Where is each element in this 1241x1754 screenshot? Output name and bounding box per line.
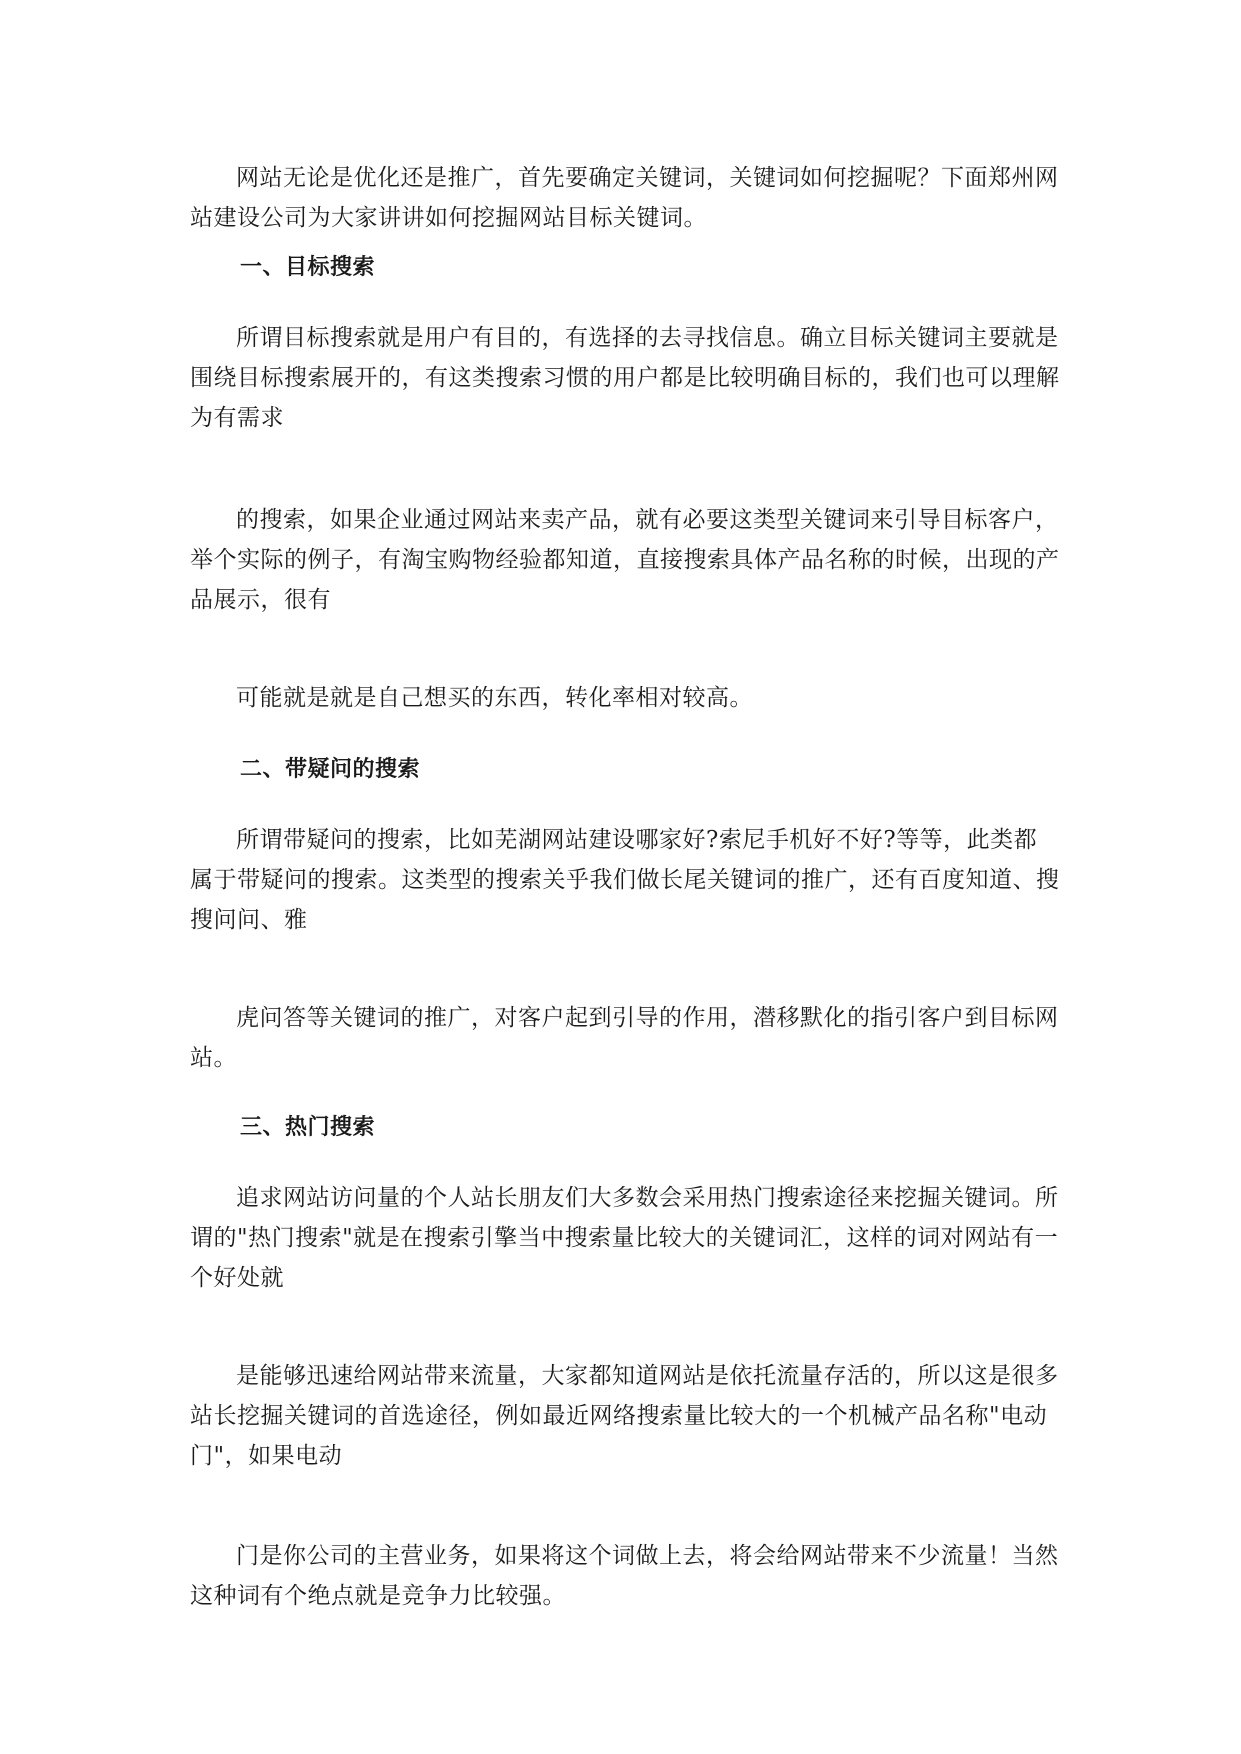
section-2-paragraph-1: 所谓带疑问的搜索，比如芜湖网站建设哪家好?索尼手机好不好?等等，此类都属于带疑问的搜索。这类型的搜索关乎我们做长尾关键词的推广，还有百度知道、搜搜问问、雅 bbox=[190, 827, 1060, 933]
section-1-heading: 一、目标搜索 bbox=[240, 255, 376, 280]
intro-paragraph: 网站无论是优化还是推广，首先要确定关键词，关键词如何挖掘呢？下面郑州网站建设公司为大家讲讲如何挖掘网站目标关键词。 bbox=[190, 165, 1059, 231]
section-1-paragraph-1: 所谓目标搜索就是用户有目的，有选择的去寻找信息。确立目标关键词主要就是围绕目标搜索展开的，有这类搜索习惯的用户都是比较明确目标的，我们也可以理解为有需求 bbox=[190, 325, 1060, 431]
section-2-heading: 二、带疑问的搜索 bbox=[240, 757, 421, 782]
section-3-heading: 三、热门搜索 bbox=[240, 1115, 376, 1140]
section-2-paragraph-2: 虎问答等关键词的推广，对客户起到引导的作用，潜移默化的指引客户到目标网站。 bbox=[190, 1005, 1059, 1071]
section-1-paragraph-2: 的搜索，如果企业通过网站来卖产品，就有必要这类型关键词来引导目标客户，举个实际的例子，有淘宝购物经验都知道，直接搜索具体产品名称的时候，出现的产品展示，很有 bbox=[190, 507, 1060, 613]
section-3-paragraph-1: 追求网站访问量的个人站长朋友们大多数会采用热门搜索途径来挖掘关键词。所谓的"热门搜索"就是在搜索引擎当中搜索量比较大的关键词汇，这样的词对网站有一个好处就 bbox=[190, 1185, 1059, 1291]
section-1-paragraph-3: 可能就是就是自己想买的东西，转化率相对较高。 bbox=[236, 685, 753, 711]
section-3-paragraph-2: 是能够迅速给网站带来流量，大家都知道网站是依托流量存活的，所以这是很多站长挖掘关键词的首选途径，例如最近网络搜索量比较大的一个机械产品名称"电动门"，如果电动 bbox=[190, 1363, 1059, 1469]
section-3-paragraph-3: 门是你公司的主营业务，如果将这个词做上去，将会给网站带来不少流量！当然这种词有个绝点就是竞争力比较强。 bbox=[190, 1543, 1059, 1609]
